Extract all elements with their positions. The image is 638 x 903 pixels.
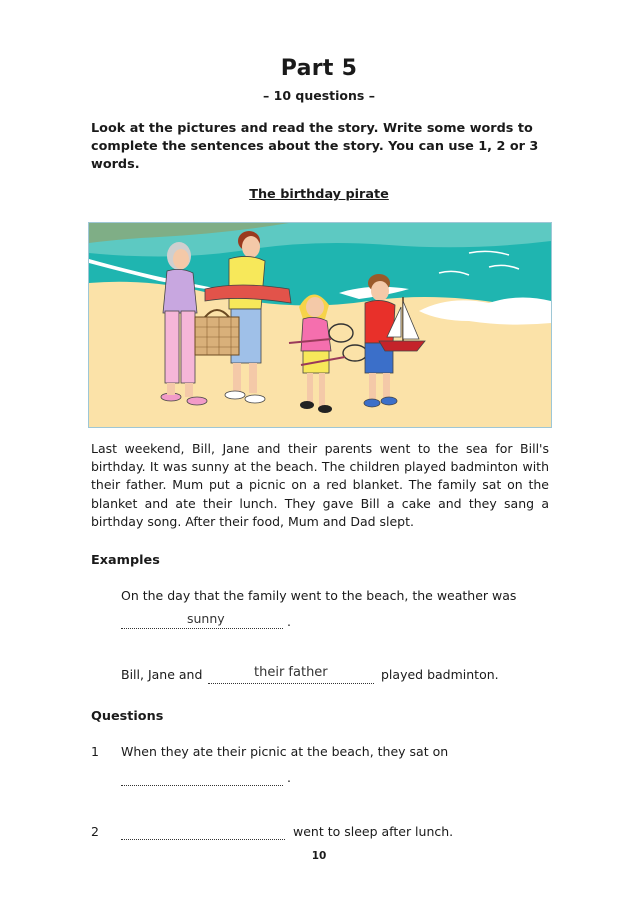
page-title: Part 5 (280, 56, 358, 81)
story-title: The birthday pirate (249, 187, 389, 202)
question-1-text: When they ate their picnic at the beach, they sat on (121, 744, 449, 759)
example-2-answer: their father (254, 665, 328, 680)
example-2-answer-line (208, 665, 374, 684)
example-2-end: played badminton. (381, 667, 499, 682)
example-1-end: . (287, 614, 291, 629)
example-1-text: On the day that the family went to the beach, the weather was (121, 588, 517, 603)
instructions: Look at the pictures and read the story. Write some words to complete the sentences about the story. You can use 1, 2 or 3 words. (91, 121, 539, 172)
story-illustration (88, 222, 552, 428)
picnic-basket (195, 310, 239, 355)
question-count: – 10 questions – (263, 88, 375, 103)
answer-dots (121, 825, 285, 840)
example-2-text: Bill, Jane and (121, 667, 203, 682)
examples-heading: Examples (91, 553, 160, 568)
example-1-answer: sunny (187, 611, 225, 626)
beach-family-illustration (89, 223, 551, 427)
question-2-number: 2 (91, 824, 99, 839)
question-2-answer-field[interactable] (121, 825, 285, 840)
question-2-text: went to sleep after lunch. (293, 824, 454, 839)
page-number: 10 (311, 850, 327, 862)
question-1-answer-field[interactable] (121, 771, 283, 786)
example-1-answer-line (121, 611, 283, 629)
question-1-end: . (287, 770, 291, 785)
story-text: Last weekend, Bill, Jane and their parents went to the sea for Bill's birthday. It was sunny at the beach. The children played badminton with their father. Mum put a picnic on a red blanket. The family sat on the blanket and ate their lunch. They gave Bill a cake and they sang a birthday song. After their food, Mum and Dad slept. (91, 441, 549, 529)
questions-heading: Questions (91, 709, 164, 724)
answer-dots (121, 771, 283, 786)
question-1-number: 1 (91, 744, 99, 759)
